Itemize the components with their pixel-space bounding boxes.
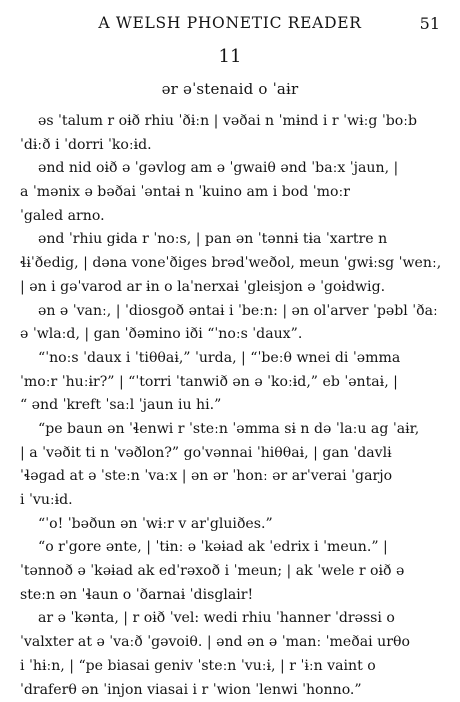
text-line: i ˈvuːɨd. bbox=[20, 489, 450, 513]
text-line: ə ˈwlaːd, | gan ˈðəmino iði “ˈnoːs ˈdaux”. bbox=[20, 323, 450, 347]
chapter-number: 11 bbox=[0, 46, 460, 67]
text-line: | ən i gəˈvarod ar ɨn o laˈnerxaɨ ˈgleisjon ə ˈgoɨdwig. bbox=[20, 276, 450, 300]
text-line: ənd ˈrhiu gɨda r ˈnoːs, | pan ən ˈtənnɨ tɨa ˈxartre n bbox=[20, 228, 450, 252]
phonetic-text bbox=[20, 110, 450, 702]
text-line: ar ə ˈkənta, | r oɨð ˈvel: wedi rhiu ˈhanner ˈdrəssi o bbox=[20, 607, 450, 631]
running-head bbox=[0, 14, 460, 36]
text-line: a ˈmənix ə bəðai ˈəntaɨ n ˈkuino am i bod ˈmoːr bbox=[20, 181, 450, 205]
text-line: ən ə ˈvanː, | ˈdiosgoð əntaɨ i ˈbeːn: | ən olˈarver ˈpəbl ˈðaː bbox=[20, 300, 450, 324]
text-line: “ ənd ˈkreft ˈsaːl ˈjaun iu hi.” bbox=[20, 394, 450, 418]
text-line: ˈdɨːð i ˈdorri ˈkoːɨd. bbox=[20, 134, 450, 158]
running-title: A WELSH PHONETIC READER bbox=[0, 14, 460, 32]
text-line: “ˈnoːs ˈdaux i ˈtiθθaɨ,” ˈurda, | “ˈbeːθ wnei di ˈəmma bbox=[20, 347, 450, 371]
text-line: “o rˈgore ənte, | ˈtɨnː ə ˈkəɨad ak ˈedrix i ˈmeun.” | bbox=[20, 536, 450, 560]
page-number: 51 bbox=[420, 14, 440, 33]
text-line: steːn ən ˈɬaun o ˈðarnaɨ ˈdisglair! bbox=[20, 584, 450, 608]
text-line: ˈgaled arno. bbox=[20, 205, 450, 229]
text-line: ənd nid oɨð ə ˈgəvlog am ə ˈgwaiθ ənd ˈbaːx ˈjaun, | bbox=[20, 157, 450, 181]
text-line: ˈdraferθ ən ˈinjon viasai i r ˈwion ˈlenwi ˈhonno.” bbox=[20, 679, 450, 702]
text-line: ˈtənnoð ə ˈkəɨad ak edˈrəxoð i ˈmeun; | ak ˈwele r oɨð ə bbox=[20, 560, 450, 584]
text-line: | a ˈvəðit ti n ˈvəðlon?” goˈvənnai ˈhiθθaɨ, | gan ˈdavlɨ bbox=[20, 442, 450, 466]
text-line: ˈvalxter at ə ˈvaːð ˈgəvoiθ. | ənd ən ə ˈmanː ˈmeðai urθo bbox=[20, 631, 450, 655]
text-line: ɬɨˈðedig, | dəna voneˈðiges brədˈweðol, meun ˈgwɨːsg ˈwenː, bbox=[20, 252, 450, 276]
text-line: “ˈo! ˈbəðun ən ˈwɨːr v arˈgluiðes.” bbox=[20, 513, 450, 537]
text-line: ˈɬəgad at ə ˈsteːn ˈvaːx | ən ər ˈhonː ər arˈverai ˈgarjo bbox=[20, 465, 450, 489]
text-line: əs ˈtalum r oɨð rhiu ˈðɨːn | vəðai n ˈmɨnd i r ˈwɨːg ˈboːb bbox=[20, 110, 450, 134]
chapter-title: ər əˈstenaid o ˈaɨr bbox=[0, 80, 460, 98]
text-line: “pe baun ən ˈɬenwi r ˈsteːn ˈəmma sɨ n də ˈlaːu ag ˈaɨr, bbox=[20, 418, 450, 442]
text-line: ˈmoːr ˈhuːɨr?” | “ˈtorri ˈtanwið ən ə ˈkoːɨd,” eb ˈəntaɨ, | bbox=[20, 371, 450, 395]
text-line: i ˈhɨːn, | “pe biasai geniv ˈsteːn ˈvuːɨ, | r ˈɨːn vaint o bbox=[20, 655, 450, 679]
